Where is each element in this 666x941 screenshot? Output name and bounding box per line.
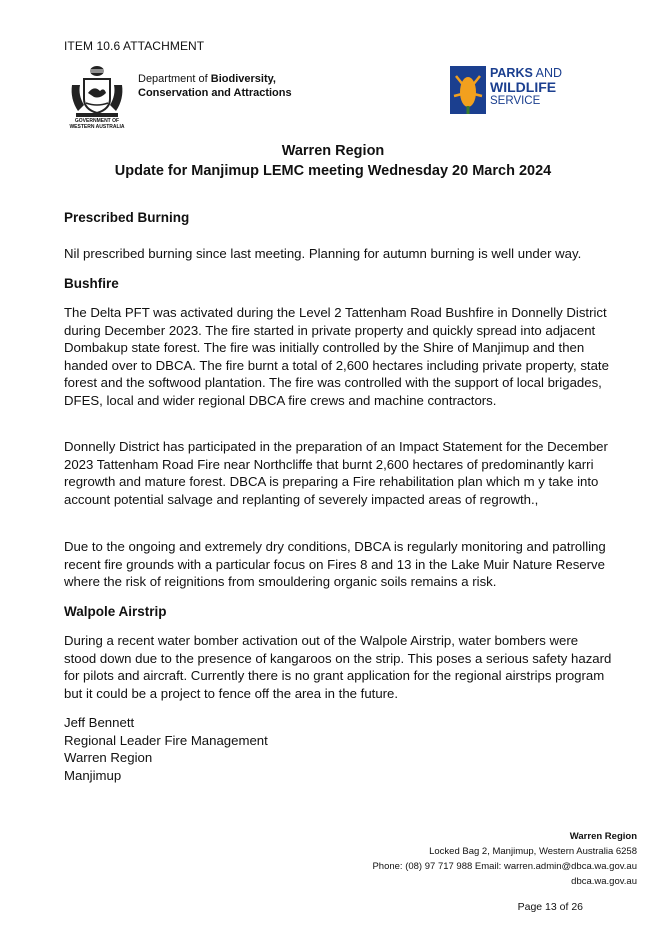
signature-region: Warren Region <box>64 750 153 766</box>
paragraph-bushfire-2: Donnelly District has participated in the preparation of an Impact Statement for the December 2023 Tattenham Road Fire near Northcliffe that burnt 2,600 hectares of predominantly karri regrowth and mature forest. DBCA is preparing a Fire rehabilitation plan which m y take into account potential salvage and replanting of severely impacted areas of regrowth., <box>64 439 608 507</box>
paragraph-bushfire-3: Due to the ongoing and extremely dry conditions, DBCA is regularly monitoring and patrolling recent fire grounds with a particular focus on Fires 8 and 13 in the Lake Muir Nature Reserve where the risk of reignitions from smouldering organic soils remains a risk. <box>64 539 606 590</box>
pws-line1-bold: PARKS <box>490 66 533 80</box>
pws-line2: WILDLIFE <box>490 79 557 95</box>
crest-caption-line2: WESTERN AUSTRALIA <box>69 124 125 129</box>
footer-contact <box>372 829 637 889</box>
pws-line1-rest: AND <box>532 66 563 80</box>
heading-prescribed-burning: Prescribed Burning <box>64 210 190 225</box>
crest-caption-line1: GOVERNMENT OF <box>74 118 120 124</box>
wa-government-crest-logo <box>64 63 130 129</box>
dept-line1-bold: Biodiversity, <box>210 73 276 85</box>
footer-contact-line: Phone: (08) 97 717 988 Email: warren.admin@dbca.wa.gov.au <box>372 861 637 872</box>
signature-role: Regional Leader Fire Management <box>64 732 268 748</box>
document-title-line2: Update for Manjimup LEMC meeting Wednesday 20 March 2024 <box>114 163 552 179</box>
attachment-label: ITEM 10.6 ATTACHMENT <box>64 39 205 53</box>
footer-website: dbca.wa.gov.au <box>571 876 637 887</box>
page-number: Page 13 of 26 <box>517 901 583 913</box>
paragraph-walpole-airstrip: During a recent water bomber activation out of the Walpole Airstrip, water bombers were stood down due to the presence of kangaroos on the strip. This poses a serious safety hazard for pilots and aircraft. Currently there is no grant application for the regional airstrips program but it could be a project to fence off the area in the future. <box>64 633 612 701</box>
signature-town: Manjimup <box>64 767 122 783</box>
heading-bushfire: Bushfire <box>64 276 119 291</box>
document-title-line1: Warren Region <box>281 143 385 159</box>
dept-line2: Conservation and Attractions <box>138 87 292 99</box>
signature-name: Jeff Bennett <box>64 715 135 730</box>
pws-line3: SERVICE <box>490 95 541 107</box>
dept-line1-prefix: Department of <box>138 73 211 85</box>
heading-walpole-airstrip: Walpole Airstrip <box>64 604 167 619</box>
banksia-icon <box>450 66 486 114</box>
paragraph-prescribed-burning: Nil prescribed burning since last meeting. Planning for autumn burning is well under way. <box>64 246 582 261</box>
footer-heading: Warren Region <box>569 831 637 842</box>
department-name <box>138 72 292 100</box>
signature-block <box>64 714 268 784</box>
parks-wildlife-service-logo <box>450 66 590 114</box>
paragraph-bushfire-1: The Delta PFT was activated during the Level 2 Tattenham Road Bushfire in Donnelly District during December 2023. The fire started in private property and quickly spread into adjacent Dombakup state forest. The fire was initially controlled by the Shire of Manjimup and then handed over to DBCA. The fire burnt a total of 2,600 hectares including private property, state forest and the softwood plantation. The fire was controlled with the support of local brigades, DFES, local and wider regional DBCA fire crews and machine contractors. <box>64 305 609 408</box>
footer-address: Locked Bag 2, Manjimup, Western Australia 6258 <box>429 846 637 857</box>
